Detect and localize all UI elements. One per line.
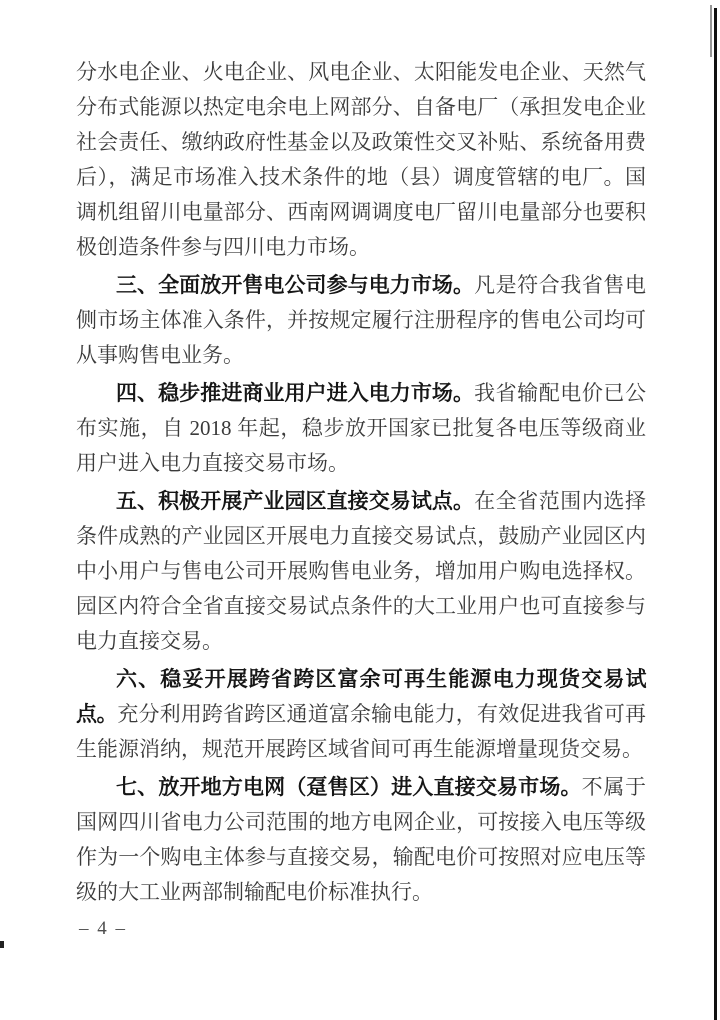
paragraph-heading: 六、稳妥开展跨省跨区富余可再生能源电力现货交易试点。 — [76, 668, 646, 726]
paragraph-continuation — [76, 55, 646, 265]
document-body — [76, 55, 646, 910]
page-number: – 4 – — [79, 918, 127, 939]
paragraph-heading: 七、放开地方电网（趸售区）进入直接交易市场。 — [116, 776, 582, 799]
paragraph-text: 分水电企业、火电企业、风电企业、太阳能发电企业、天然气分布式能源以热定电余电上网部分、自备电厂（承担发电企业社会责任、缴纳政府性基金以及政策性交叉补贴、系统备用费后），满足市场准入技术条件的地（县）调度管辖的电厂。国调机组留川电量部分、西南网调调度电厂留川电量部分也要积极创造条件参与四川电力市场。 — [76, 60, 646, 259]
paragraph-text: 不属于国网四川省电力公司范围的地方电网企业，可按接入电压等级作为一个购电主体参与直接交易，输配电价可按照对应电压等级的大工业两部制输配电价标准执行。 — [76, 775, 647, 904]
paragraph-text: 我省输配电价已公布实施，自 2018 年起，稳步放开国家已批复各电压等级商业用户进入电力直接交易市场。 — [76, 381, 646, 475]
paragraph-item-3 — [76, 268, 646, 373]
paragraph-item-4 — [76, 376, 646, 481]
paragraph-text: 充分利用跨省跨区通道富余输电能力，有效促进我省可再生能源消纳，规范开展跨区域省间可再生能源增量现货交易。 — [76, 702, 647, 761]
paragraph-item-7 — [76, 770, 646, 910]
paragraph-text: 在全省范围内选择条件成熟的产业园区开展电力直接交易试点，鼓励产业园区内中小用户与售电公司开展购售电业务，增加用户购电选择权。园区内符合全省直接交易试点条件的大工业用户也可直接参与电力直接交易。 — [76, 489, 646, 653]
paragraph-heading: 五、积极开展产业园区直接交易试点。 — [116, 490, 475, 513]
paragraph-heading: 四、稳步推进商业用户进入电力市场。 — [116, 382, 475, 405]
paragraph-text: 凡是符合我省售电侧市场主体准入条件，并按规定履行注册程序的售电公司均可从事购售电业务。 — [76, 273, 646, 367]
scan-corner-artifact — [0, 941, 4, 948]
scan-edge-faint-artifact — [710, 5, 712, 57]
paragraph-item-6 — [76, 662, 646, 767]
paragraph-item-5 — [76, 484, 646, 659]
paragraph-heading: 三、全面放开售电公司参与电力市场。 — [116, 274, 475, 297]
scan-edge-artifact — [714, 8, 717, 1020]
